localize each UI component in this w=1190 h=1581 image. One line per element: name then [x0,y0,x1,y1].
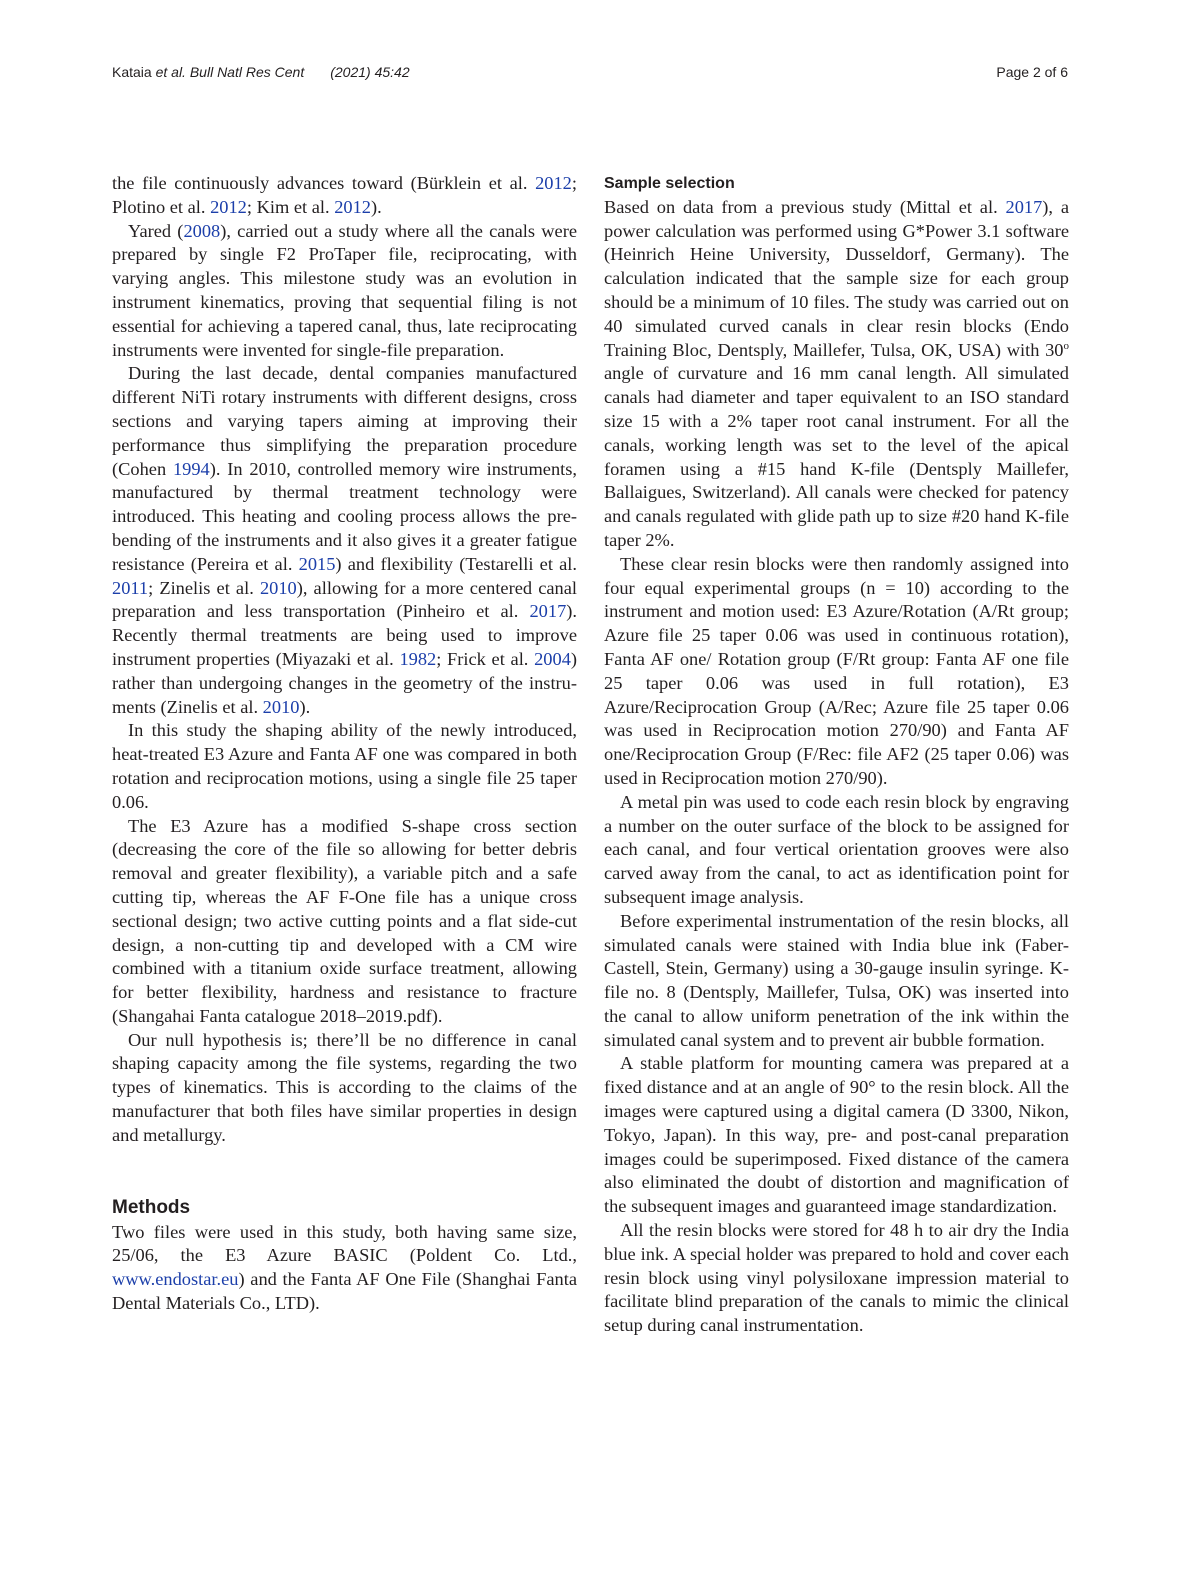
running-header [112,64,1068,84]
citation-link[interactable]: 2010 [259,577,297,598]
website-link[interactable]: www.endostar.eu [112,1269,239,1290]
right-column [604,172,1069,1338]
citation-link[interactable]: 2012 [535,173,572,193]
paragraph [112,362,577,719]
text-run: the file continuously advances toward (Bürklein et al. [112,173,536,193]
header-year-volume: (2021) 45:42 [330,64,410,80]
citation-link[interactable]: 2004 [534,648,571,669]
text-run: ), allowing for a more centered canal preparation and less transportation (Pinheiro et al. [112,577,577,622]
citation-link[interactable]: 2008 [183,220,221,241]
paragraph: In this study the shaping ability of the newly introduced, heat-treated E3 Azure and Fanta AF one was compared in both rotation and reciprocation motions, using a single file 25 taper 0.06. [112,720,577,812]
text-run: ) and flexibility (Testarelli et al. [335,553,578,574]
paragraph: These clear resin blocks were then randomly assigned into four equal experimental groups (n = 10) according to the instrument and motion used: E3 Azure/Rotation (A/Rt group; Azure file 25 taper 0.06 was used in continuous rotation), Fanta AF one/ Rotation group (F/Rt group: Fanta AF one file 25 taper 0.06 was used in full rotation), E3 Azure/Reciprocation Group (A/Rec; Azure file 25 taper 0.06 was used in Reciprocation motion 270/90) and Fanta AF one/Reciprocation Group (F/Rec: file AF2 (25 taper 0.06) was used in Reciprocation motion 270/90). [604,553,1069,788]
text-run: Two files were used in this study, both having same size, 25/06, the E3 Azure BASIC (Poldent Co. Ltd., [112,1221,577,1266]
header-author: Kataia [112,64,152,80]
text-run: During the last decade, dental companies manufactured different NiTi rotary instruments with different designs, cross sections and varying tapers aiming at improving their performance thus simplifying the preparation procedure (Cohen [112,363,577,479]
citation-line [112,64,410,80]
paragraph: Before experimental instrumentation of the resin blocks, all simulated canals were stained with India blue ink (Faber-Castell, Stein, Germany) using a 30-gauge insulin syringe. K-file no. 8 (Dentsply, Maillefer, Tulsa, OK) was inserted into the canal to allow uniform penetration of the ink within the simulated canal system and to prevent air bubble formation. [604,910,1069,1050]
text-run: ; Frick et al. [436,648,535,669]
text-run: ), carried out a study where all the canals were prepared by single F2 ProTaper file, reciprocating, with varying angles. This milestone study was an evolution in instrument kinematics, proving that sequential filing is not essential for achieving a tapered canal, thus, late reciprocating instruments were invented for single-file preparation. [112,220,577,360]
citation-link[interactable]: 2012 [334,196,371,217]
paragraph [112,1221,577,1316]
text-run: ; Plotino et al. [112,173,577,217]
paragraph [112,220,577,363]
text-run: ) rather than undergoing changes in the geometry of the instruments (Zinelis et al. [112,648,578,717]
subsection-heading: Sample selection [604,175,735,192]
citation-link[interactable]: 1982 [399,648,437,669]
paragraph [604,196,1069,553]
paragraph: A stable platform for mounting camera was prepared at a fixed distance and at an angle of 90° to the resin block. All the images were captured using a digital camera (D 3300, Nikon, Tokyo, Japan). In this way, pre- and post-canal preparation images could be superimposed. Fixed distance of the camera also eliminated the doubt of distortion and magnification of the subsequent images and guaranteed image standardization. [604,1053,1069,1217]
paragraph: All the resin blocks were stored for 48 h to air dry the India blue ink. A special holder was prepared to hold and cover each resin block using vinyl polysiloxane impression material to facilitate blind preparation of the canals to mimic the clinical setup during canal instrumentation. [604,1220,1069,1336]
text-run: ) and the Fanta AF One File (Shanghai Fanta Dental Materials Co., LTD). [112,1269,577,1314]
degree-superscript: o [1063,339,1069,352]
page-number: Page 2 of 6 [996,64,1068,80]
citation-link[interactable]: 2010 [262,696,300,717]
section-heading-methods: Methods [112,1196,191,1218]
header-journal: et al. Bull Natl Res Cent [151,64,305,80]
text-run: ), a power calculation was performed using G*Power 3.1 software (Heinrich Heine University, Dusseldorf, Germany). The calculation indicated that the sample size for each group should be a minimum of 10 files. The study was carried out on 40 simulated curved canals in clear resin blocks (Endo Training Bloc, Dentsply, Maillefer, Tulsa, OK, USA) with 30 [604,196,1070,360]
text-run: Yared ( [128,220,184,241]
text-run: angle of curvature and 16 mm canal length. All simulated canals had diameter and taper equivalent to an ISO standard size 15 with a 2% taper root canal instrument. For all the canals, working length was set to the level of the apical foramen using a #15 hand K-file (Dentsply Maillefer, Ballaigues, Switzerland). All canals were checked for patency and canals regulated with glide path up to size #20 hand K-file taper 2%. [604,363,1069,550]
citation-link[interactable]: 2012 [210,196,247,217]
text-run: ; Zinelis et al. [148,577,260,598]
text-run: ). Recently thermal treatments are being used to improve instrument properties (Miyazaki et al. [112,601,577,669]
text-run: ; Kim et al. [246,196,335,217]
citation-link[interactable]: 2011 [112,577,149,598]
citation-link[interactable]: 1994 [172,458,210,479]
paragraph: A metal pin was used to code each resin block by engraving a number on the outer surface of the block to be assigned for each canal, and four vertical orientation grooves were also carved away from the canal, to act as identification point for subsequent image analysis. [604,791,1069,907]
text-run: ). In 2010, controlled memory wire instruments, manufactured by thermal treatment technology were introduced. This heating and cooling process allows the pre-bending of the instruments and it also gives it a greater fatigue resistance (Pereira et al. [112,458,577,574]
paragraph: The E3 Azure has a modified S-shape cross section (decreasing the core of the file so allowing for better debris removal and greater flexibility), a variable pitch and a safe cutting tip, whereas the AF F-One file has a unique cross sectional design; two active cutting points and a flat side-cut design, a non-cutting tip and developed with a CM wire combined with a titanium oxide surface treatment, allowing for better flexibility, hardness and resistance to fracture (Shangahai Fanta catalogue 2018–2019.pdf). [112,815,577,1026]
citation-link[interactable]: 2017 [529,601,567,622]
text-run: ). [370,196,382,217]
paragraph: Our null hypothesis is; there’ll be no difference in canal shaping capacity among the file systems, regarding the two types of kinematics. This is according to the claims of the manufacturer that both files have similar properties in design and metallurgy. [112,1029,577,1145]
citation-link[interactable]: 2015 [298,553,336,574]
text-run: Based on data from a previous study (Mittal et al. [604,196,1006,217]
text-run: ). [299,696,311,717]
left-column [112,172,577,1316]
paragraph [112,172,577,220]
citation-link[interactable]: 2017 [1005,196,1043,217]
